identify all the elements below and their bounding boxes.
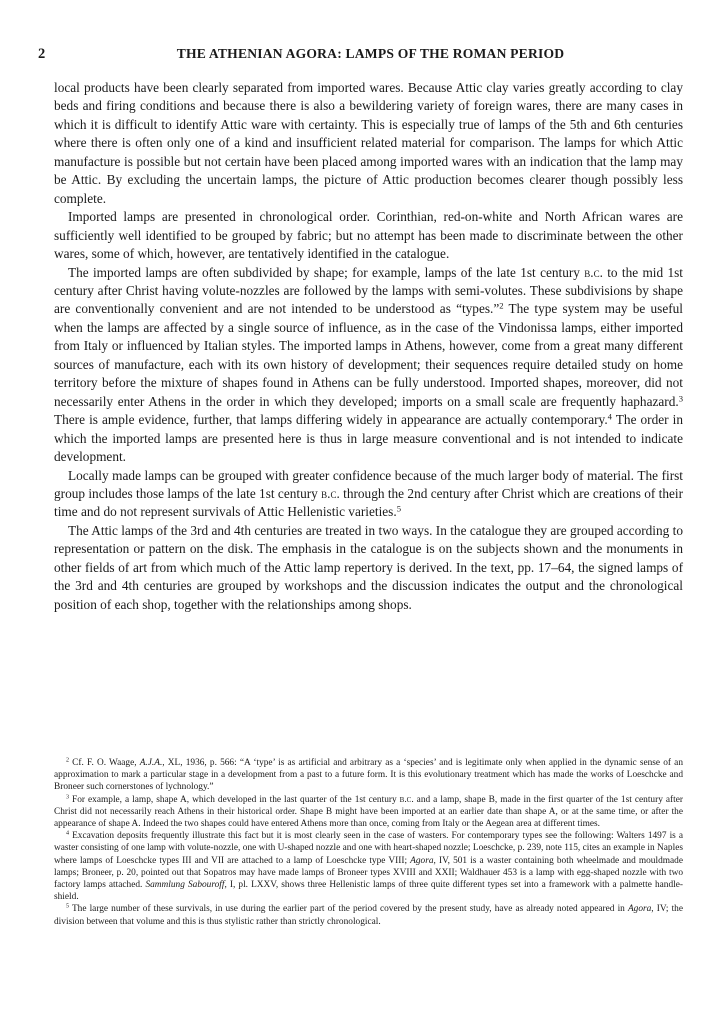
bc-abbrev: b.c. xyxy=(399,794,414,805)
text-run: and a lamp, shape B, made in the first quarter of the 1st century after Christ did not necessarily reach Athens in their historical order. Shape B might have been imported at an earlier date than shape A, or at the same time, or after the appearance of shape A. Indeed the two shapes could have entered Athens more than once, coming from Italy or the Aegean area at different times. xyxy=(54,794,683,830)
paragraph-1: local products have been clearly separated from imported wares. Because Attic clay varies greatly according to clay beds and firing conditions and because there is also a bewildering variety of foreign wares, there are many cases in which it is difficult to identify Attic ware with certainty. This is especially true of lamps of the 5th and 6th centuries where there is often only one of a kind and insufficient related material for comparison. The lamps for which Attic manufacture is possible but not certain have been placed among imported wares with an indication that the lamp may be Attic. By excluding the uncertain lamps, the picture of Attic production becomes clearer though possibly less complete. xyxy=(54,80,683,206)
footnote-mark: 3 xyxy=(66,794,70,801)
text-run: Locally made lamps can be grouped with greater confidence because of the much larger body of material. The first group includes those lamps of the late 1st century xyxy=(54,467,683,501)
footnote-ref-2[interactable]: 2 xyxy=(499,300,504,311)
text-run: Cf. F. O. Waage, xyxy=(69,758,140,768)
footnote-3 xyxy=(54,794,683,831)
text-run: The imported lamps are often subdivided by shape; for example, lamps of the late 1st century xyxy=(68,264,585,280)
footnote-4 xyxy=(54,830,683,903)
text-run: The order in which the imported lamps are presented here is thus in large measure conventional and is not intended to indicate development. xyxy=(54,412,683,465)
bc-abbrev: b.c. xyxy=(321,485,340,501)
text-run: , I, pl. LXXV, shows three Hellenistic lamps of three quite different types set into a framework with a palmette handle-shield. xyxy=(54,880,683,903)
main-text xyxy=(54,79,683,614)
paragraph-3 xyxy=(54,264,683,467)
footnote-mark: 2 xyxy=(66,757,70,764)
page-header xyxy=(38,46,683,68)
text-run: For example, a lamp, shape A, which developed in the last quarter of the 1st century xyxy=(69,794,400,805)
text-run: The type system may be useful when the lamps are affected by a single source of influence, as in the case of the Vindonissa lamps, either imported from Italy or influenced by Italian styles. The imported lamps in Athens, however, come from a great many different sources of manufacture, each with its own history of development; their sequences require detailed study on home territory before the mixture of shapes found in Athens can be fully understood. Imported shapes, moreover, did not necessarily enter Athens in the order in which they developed; imports on a small scale are frequently haphazard. xyxy=(54,301,683,409)
citation-title: Sammlung Sabouroff xyxy=(145,880,225,891)
text-run: , IV, 501 is a waster containing both wheelmade and mouldmade lamps; Broneer, p. 20, pointed out that Sopatros may have made lamps of Broneer types XVIII and XXII; Waldhauer 453 is a lamp with egg-shaped nozzle with two factory lamps attached. xyxy=(54,855,683,891)
page-number: 2 xyxy=(38,46,46,62)
citation-title: Agora xyxy=(410,855,434,866)
paragraph-5: The Attic lamps of the 3rd and 4th centuries are treated in two ways. In the catalogue they are grouped according to representation or pattern on the disk. The emphasis in the catalogue is on the subjects shown and the monuments in other fields of art from which much of the Attic lamp repertory is derived. In the text, pp. 17–64, the signed lamps of the 3rd and 4th centuries are grouped by workshops and the discussion indicates the output and the chronological position of each shop, together with the relationships among shops. xyxy=(54,522,683,612)
footnotes xyxy=(54,757,683,928)
footnote-2 xyxy=(54,757,683,794)
paragraph-4 xyxy=(54,467,683,522)
citation-title: A.J.A. xyxy=(139,758,163,768)
bc-abbrev: b.c. xyxy=(584,264,603,280)
text-run: There is ample evidence, further, that lamps differing widely in appearance are actually contemporary. xyxy=(54,412,608,428)
text-run: through the 2nd century after Christ which are creations of their time and do not represent survivals of Attic Hellenistic varieties. xyxy=(54,485,683,520)
footnote-mark: 5 xyxy=(66,904,70,911)
footnote-ref-3[interactable]: 3 xyxy=(678,392,683,403)
citation-title: Agora xyxy=(627,904,652,915)
text-run: to the mid 1st century after Christ having volute-nozzles are followed by the lamps with semi-volutes. These subdivisions by shape are conventionally convenient and are not intended to be understood as “types.” xyxy=(54,264,683,317)
running-title: THE ATHENIAN AGORA: LAMPS OF THE ROMAN PERIOD xyxy=(176,46,565,61)
footnote-ref-5[interactable]: 5 xyxy=(396,503,401,514)
footnote-ref-4[interactable]: 4 xyxy=(607,411,612,422)
footnote-mark: 4 xyxy=(66,830,70,837)
text-run: The large number of these survivals, in use during the earlier part of the period covered by the present study, have as already noted appeared in xyxy=(69,904,628,915)
text-run: , XL, 1936, p. 566: “A ‘type’ is as artificial and arbitrary as a ‘species’ and is legitimate only when applied in the dynamic sense of an approximation to mark a particular stage in a development from a past to a future form. It is this evolutionary treatment which has made the works of Loeschcke and Broneer such cornerstones of lychnology.” xyxy=(54,758,683,793)
text-run: Excavation deposits frequently illustrate this fact but it is most clearly seen in the case of wasters. For contemporary types see the following: Walters 1497 is a waster consisting of one lamp with volute-nozzle, one with U-shaped nozzle and one with heart-shaped nozzle; Loeschcke, p. 239, note 115, cites an example in Naples where lamps of Loeschcke types III and VII are attached to a lamp of Loeschcke type VIII; xyxy=(54,831,683,866)
text-run: , IV; the division between that volume and this is thus stylistic rather than strictly chronological. xyxy=(54,904,683,927)
footnote-5 xyxy=(54,903,683,927)
paragraph-2: Imported lamps are presented in chronological order. Corinthian, red-on-white and North African wares are sufficiently well identified to be grouped by fabric; but no attempt has been made to discriminate between the other wares, some of which, however, are tentatively identified in the catalogue. xyxy=(54,209,683,262)
